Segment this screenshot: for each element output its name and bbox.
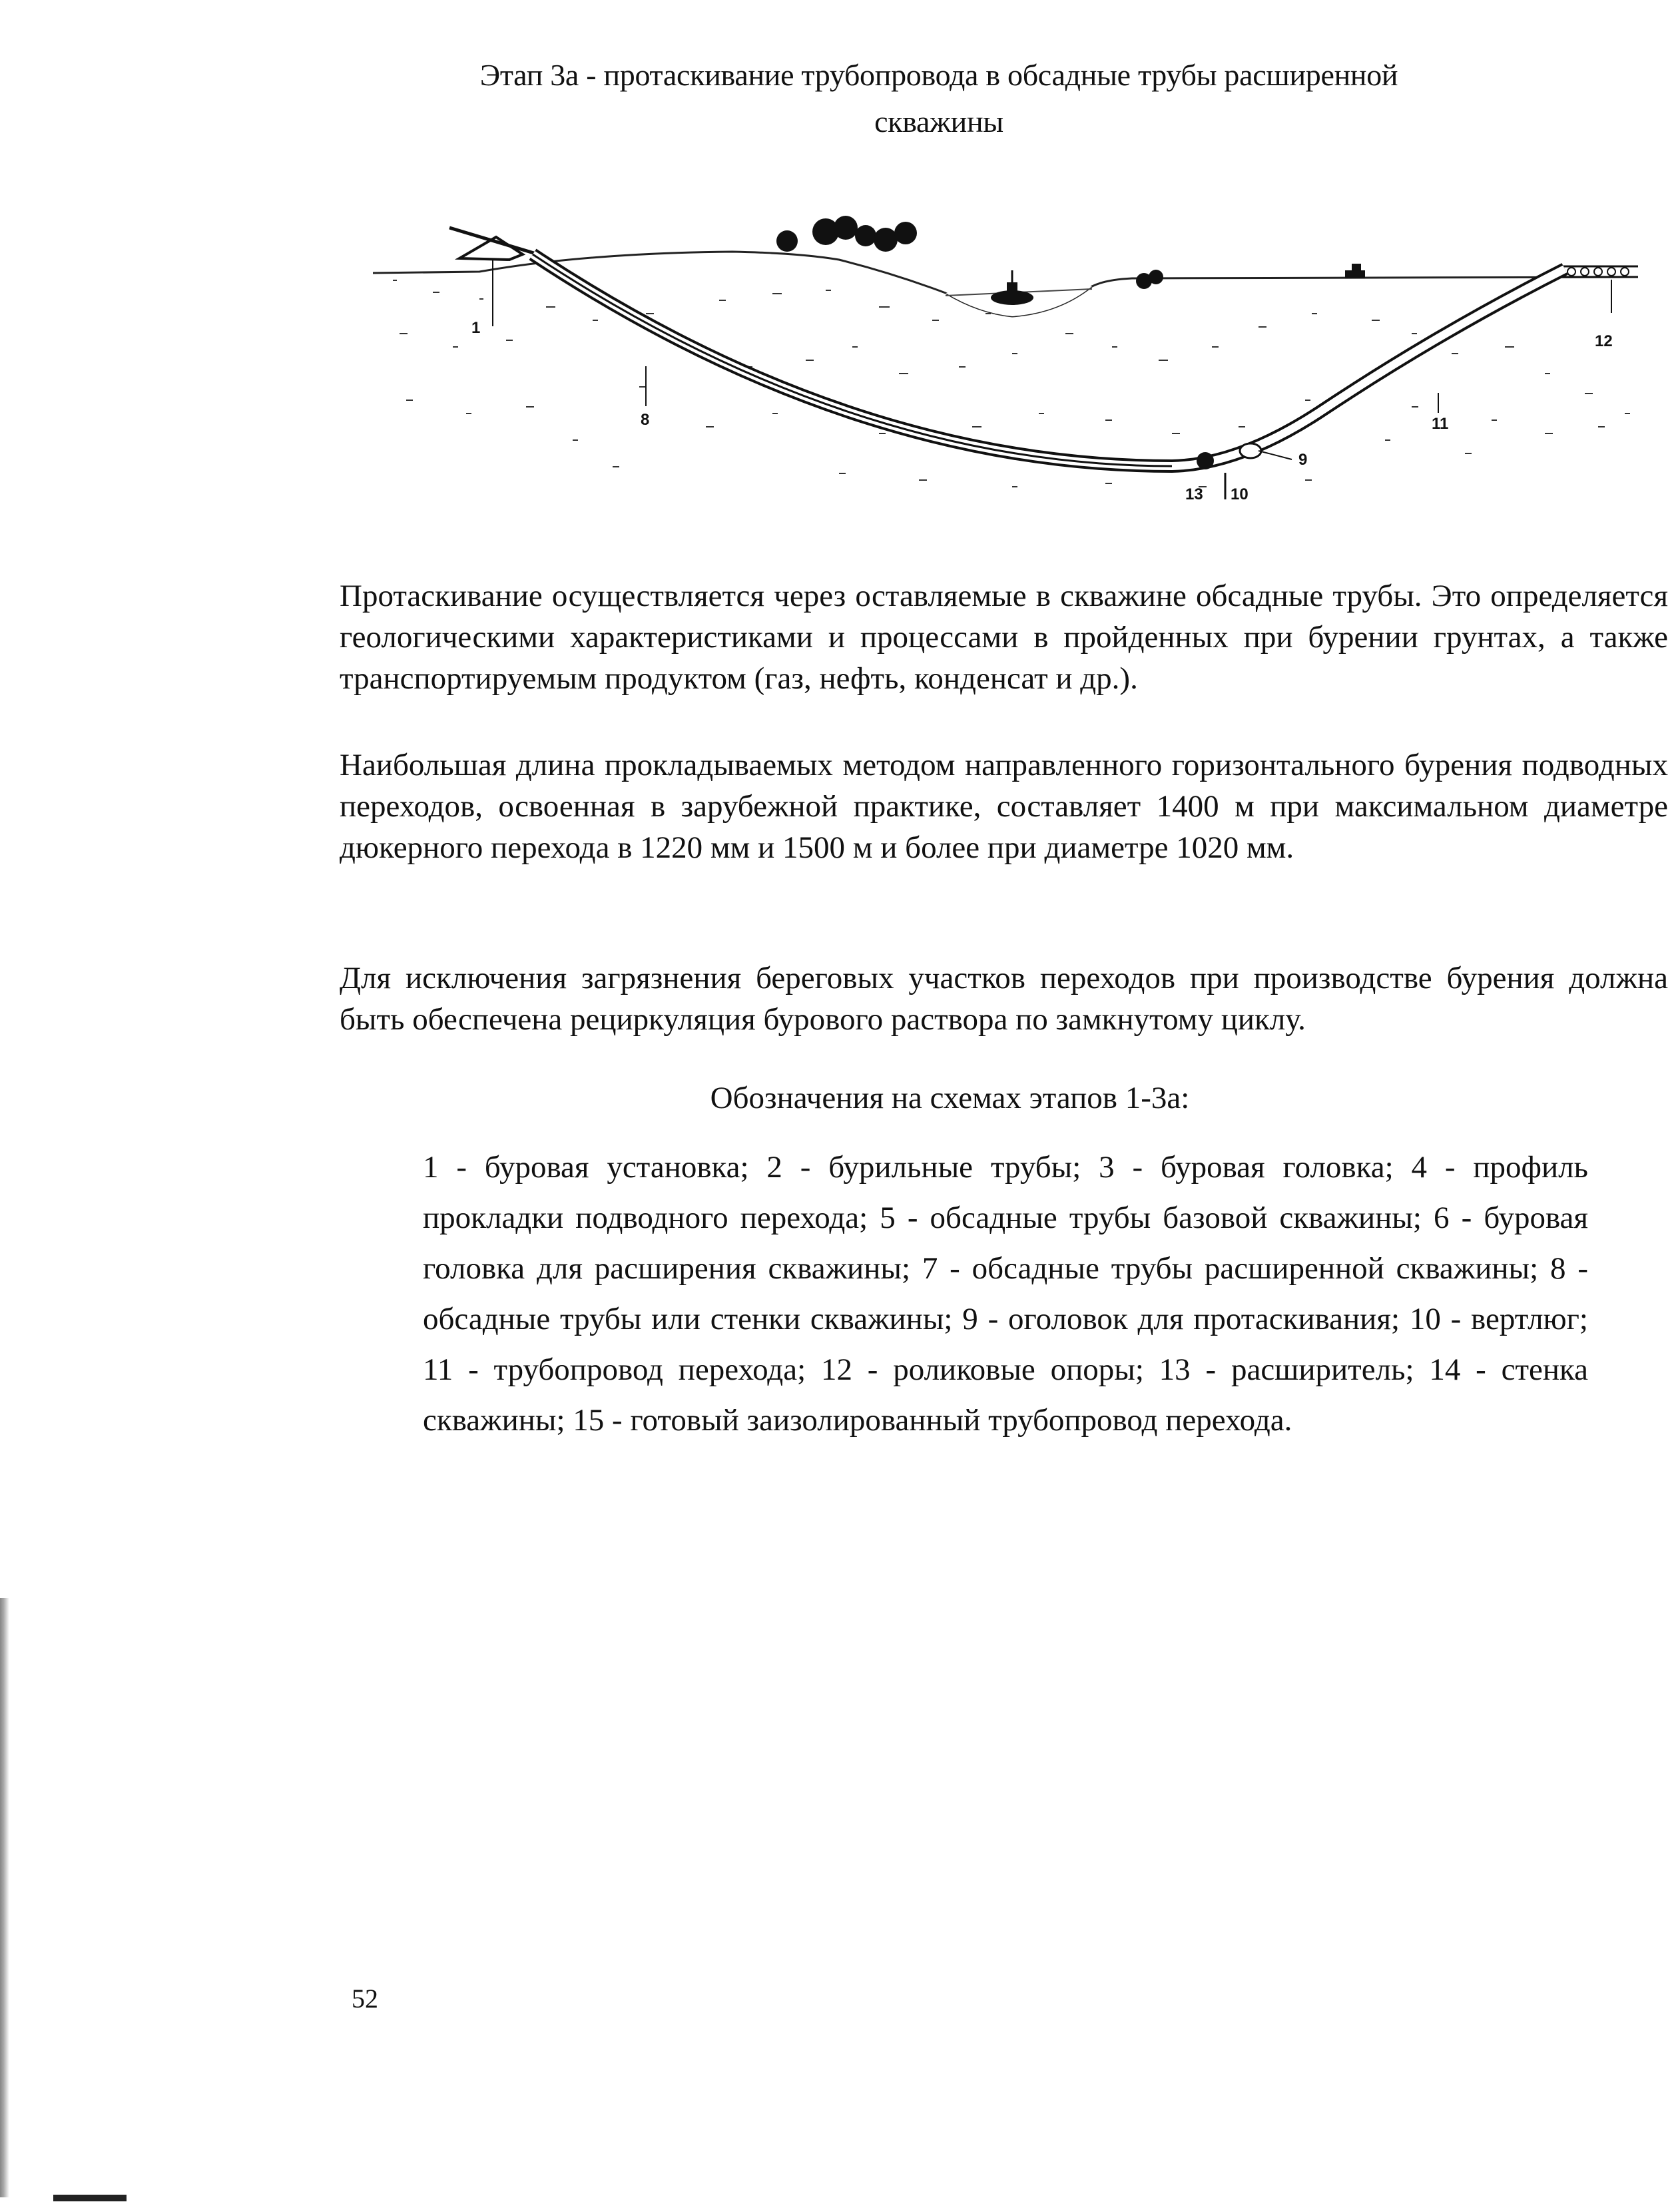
paragraph-recirculation: Для исключения загрязнения береговых участков переходов при производстве бурения должна быть обеспечена рециркуляция бурового раствора по замкнутому циклу.	[340, 961, 1668, 1037]
scan-edge-shadow	[0, 1598, 9, 2197]
scan-corner-mark	[53, 2195, 127, 2201]
drill-pipe-line	[533, 254, 1172, 466]
drilling-rig-icon	[449, 228, 543, 326]
page-title-line-1: Этап 3а - протаскивание трубопровода в обсадные трубы расширенной	[479, 58, 1398, 92]
label-11: 11	[1432, 415, 1449, 433]
label-8: 8	[641, 411, 650, 429]
paragraph-pulling: Протаскивание осуществляется через оставляемые в скважине обсадные трубы. Это определяется геологическими характеристиками и процессами в пройденных при бурении грунтах, а также транспортируемым продуктом (газ, нефть, конденсат и др.).	[340, 579, 1668, 696]
label-10: 10	[1231, 485, 1249, 503]
legend-title: Обозначения на схемах этапов 1-3а:	[710, 1081, 1190, 1115]
roller-supports-icon	[1558, 266, 1638, 277]
stage-3a-diagram	[373, 213, 1638, 526]
page-title	[373, 52, 1505, 145]
label-1: 1	[471, 319, 481, 337]
diagram-svg	[373, 213, 1638, 526]
label-9: 9	[1298, 451, 1308, 469]
page-title-line-2: скважины	[874, 105, 1003, 138]
leader-line-9	[1259, 451, 1292, 459]
trees-icon	[776, 216, 1163, 289]
label-12: 12	[1595, 332, 1613, 350]
label-13: 13	[1185, 485, 1203, 503]
legend-text: 1 - буровая установка; 2 - бурильные трубы; 3 - буровая головка; 4 - профиль прокладки подводного перехода; 5 - обсадные трубы базовой скважины; 6 - буровая головка для расширения скважины; 7 - обсадные трубы расширенной скважины; 8 - обсадные трубы или стенки скважины; 9 - оголовок для протаскивания; 10 - вертлюг; 11 - трубопровод перехода; 12 - роликовые опоры; 13 - расширитель; 14 - стенка скважины; 15 - готовый заизолированный трубопровод перехода.	[423, 1150, 1588, 1438]
pulling-head-icon	[1240, 443, 1261, 458]
paragraph-length: Наибольшая длина прокладываемых методом направленного горизонтального бурения подводных переходов, освоенная в зарубежной практике, составляет 1400 м при максимальном диаметре дюкерного перехода в 1220 мм и 1500 м и более при диаметре 1020 мм.	[340, 748, 1668, 865]
barge-icon	[991, 270, 1033, 305]
casing-pipe-outer	[533, 254, 1565, 466]
pipe-support-equipment-icon	[1345, 264, 1365, 278]
page-number: 52	[352, 1984, 378, 2014]
reamer-icon	[1197, 452, 1214, 469]
